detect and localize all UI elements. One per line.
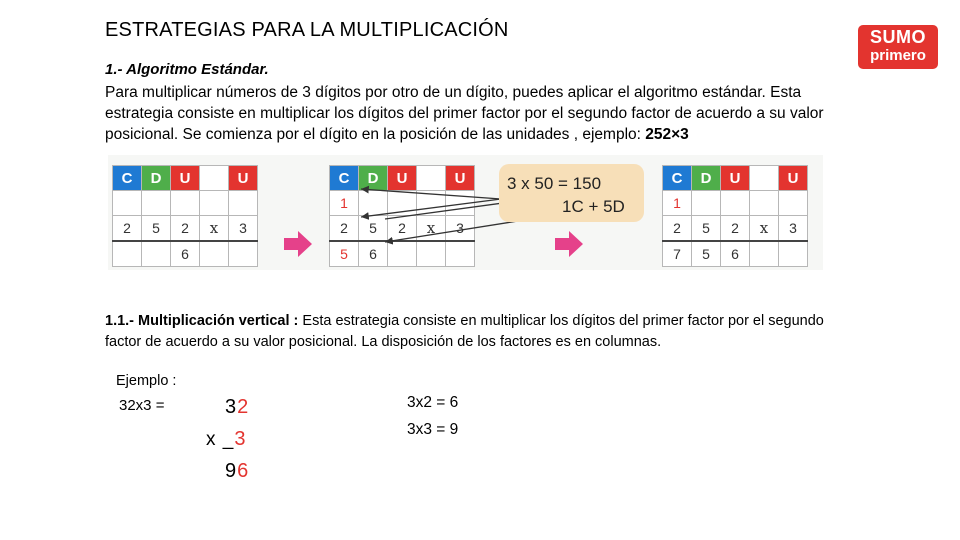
result-cell — [779, 241, 808, 267]
result-cell: 6 — [721, 241, 750, 267]
example-equation: 32x3 = — [119, 397, 165, 414]
result-cell — [200, 241, 229, 267]
factor-cell: 5 — [359, 216, 388, 242]
factor-cell: 2 — [113, 216, 142, 242]
factor-cell: 2 — [721, 216, 750, 242]
section1-text: Para multiplicar números de 3 dígitos por otro de un dígito, puedes aplicar el algoritmo estándar. Esta estrategia consiste en multiplicar los dígitos del primer factor por el segundo factor de acuerdo a su valor posicional. Se comienza por el dígito en la posición de las unidades , ejemplo: — [105, 84, 824, 143]
factor-1-units: 2 — [237, 396, 250, 418]
step-2: 3x3 = 9 — [407, 421, 459, 438]
pink-arrow-2 — [555, 231, 585, 257]
factor-2-prefix: x _ — [206, 429, 235, 450]
logo-line2: primero — [870, 47, 926, 64]
place-value-figure — [108, 155, 823, 270]
header-c: C — [113, 166, 142, 191]
bubble-line1: 3 x 50 = 150 — [507, 174, 602, 193]
logo-line1: SUMO — [870, 27, 926, 47]
times-sign: x — [750, 216, 779, 242]
header-u: U — [388, 166, 417, 191]
factor-1 — [225, 396, 249, 419]
section1-example: 252×3 — [645, 126, 689, 143]
carry-cell: 1 — [663, 191, 692, 216]
result-cell — [113, 241, 142, 267]
factor-cell: 5 — [692, 216, 721, 242]
pink-arrow-1 — [284, 231, 314, 257]
section2-heading: 1.1.- Multiplicación vertical : — [105, 313, 299, 329]
header-d: D — [142, 166, 171, 191]
result-cell: 6 — [171, 241, 200, 267]
carry-cell: 1 — [330, 191, 359, 216]
header-u: U — [721, 166, 750, 191]
carry-cell — [200, 191, 229, 216]
header-u: U — [171, 166, 200, 191]
product-tens: 9 — [225, 460, 238, 482]
step-1: 3x2 = 6 — [407, 394, 459, 411]
factor-1-tens: 3 — [225, 396, 238, 418]
header-c: C — [330, 166, 359, 191]
product-units: 6 — [237, 460, 250, 482]
place-value-table-3 — [662, 165, 808, 267]
factor-cell: 2 — [171, 216, 200, 242]
header-blank — [750, 166, 779, 191]
result-cell: 7 — [663, 241, 692, 267]
factor-2 — [206, 428, 246, 451]
factor-cell: 3 — [779, 216, 808, 242]
carry-cell — [229, 191, 258, 216]
factor-cell: 2 — [330, 216, 359, 242]
result-cell: 6 — [359, 241, 388, 267]
carry-cell — [113, 191, 142, 216]
result-cell: 5 — [330, 241, 359, 267]
carry-cell — [750, 191, 779, 216]
times-sign: x — [200, 216, 229, 242]
header-u2: U — [229, 166, 258, 191]
bubble-line2: 1C + 5D — [562, 197, 625, 216]
header-d: D — [692, 166, 721, 191]
header-d: D — [359, 166, 388, 191]
sumo-primero-logo — [858, 25, 938, 69]
example-label: Ejemplo : — [116, 373, 177, 389]
carry-cell — [721, 191, 750, 216]
result-cell — [229, 241, 258, 267]
result-cell: 5 — [692, 241, 721, 267]
carry-cell — [142, 191, 171, 216]
factor-cell: 5 — [142, 216, 171, 242]
section2-text: Esta estrategia consiste en multiplicar los dígitos del primer factor por el segundo factor de acuerdo a su valor posicional. La disposición de los factores es en columnas. — [105, 313, 824, 350]
times-sign: x — [417, 216, 446, 242]
result-cell — [750, 241, 779, 267]
factor-2-digit: 3 — [234, 428, 247, 450]
carry-cell — [779, 191, 808, 216]
header-c: C — [663, 166, 692, 191]
header-u2: U — [446, 166, 475, 191]
page-title: ESTRATEGIAS PARA LA MULTIPLICACIÓN — [105, 19, 509, 41]
factor-cell: 3 — [229, 216, 258, 242]
place-value-table-1 — [112, 165, 258, 267]
section1-paragraph — [105, 82, 855, 145]
carry-cell — [692, 191, 721, 216]
explanation-bubble — [499, 164, 644, 222]
header-blank — [200, 166, 229, 191]
section1-heading: 1.- Algoritmo Estándar. — [105, 61, 269, 78]
factor-cell: 3 — [446, 216, 475, 242]
result-cell — [142, 241, 171, 267]
explanation-arrows — [333, 175, 523, 265]
carry-cell — [171, 191, 200, 216]
factor-cell: 2 — [388, 216, 417, 242]
section2-paragraph — [105, 311, 845, 353]
product — [225, 460, 249, 483]
factor-cell: 2 — [663, 216, 692, 242]
header-u2: U — [779, 166, 808, 191]
